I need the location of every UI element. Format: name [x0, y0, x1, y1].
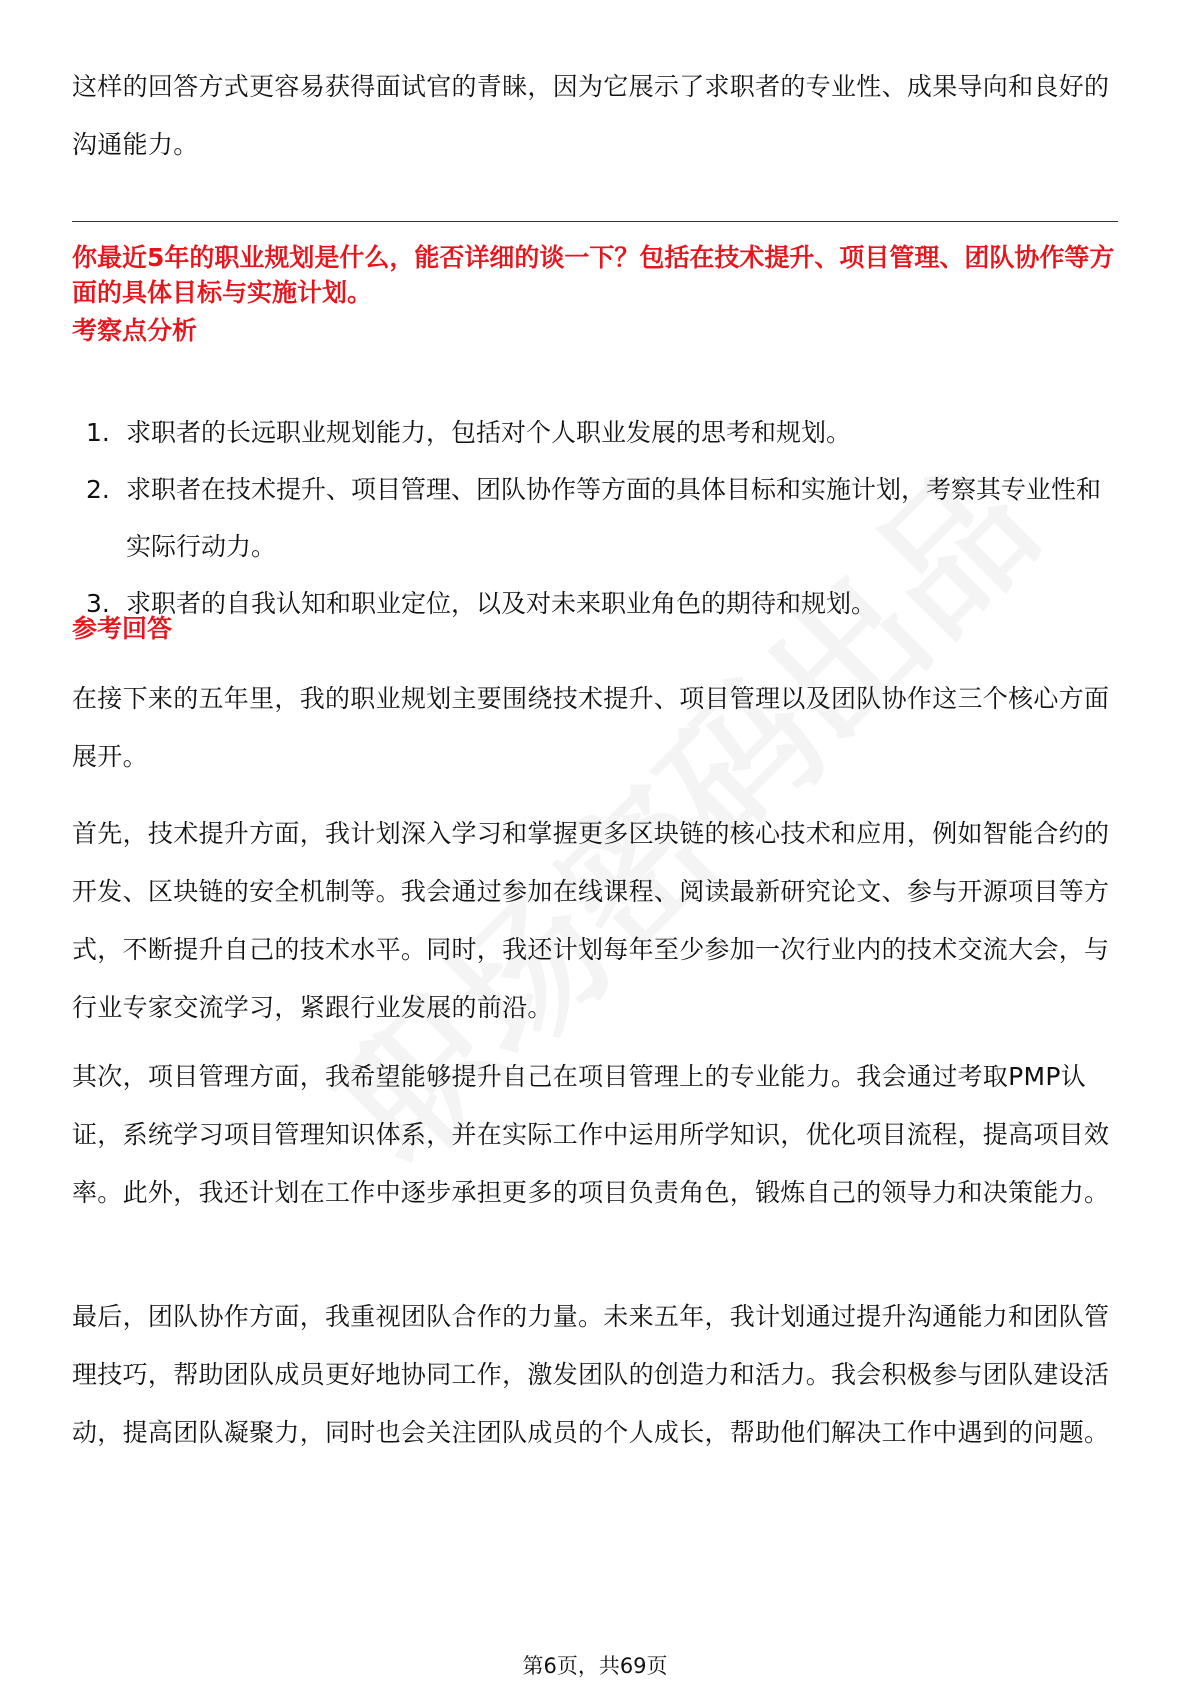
list-number: 2. [86, 475, 110, 504]
list-item-text: 求职者在技术提升、项目管理、团队协作等方面的具体目标和实施计划，考察其专业性和实际行动力。 [126, 475, 1102, 561]
question-title: 你最近5年的职业规划是什么，能否详细的谈一下？包括在技术提升、项目管理、团队协作等方面的具体目标与实施计划。 [72, 243, 1115, 307]
paragraph-text: 最后，团队协作方面，我重视团队合作的力量。未来五年，我计划通过提升沟通能力和团队管理技巧，帮助团队成员更好地协同工作，激发团队的创造力和活力。我会积极参与团队建设活动，提高团队凝聚力，同时也会关注团队成员的个人成长，帮助他们解决工作中遇到的问题。 [72, 1302, 1110, 1447]
list-item-text: 求职者的自我认知和职业定位，以及对未来职业角色的期待和规划。 [126, 589, 877, 618]
page-number: 第6页，共69页 [522, 1654, 668, 1678]
answer-paragraph-2 [72, 805, 1117, 1037]
answer-heading: 参考回答 [72, 614, 173, 643]
paragraph-text: 在接下来的五年里，我的职业规划主要围绕技术提升、项目管理以及团队协作这三个核心方面展开。 [72, 684, 1110, 771]
answer-paragraph-3 [72, 1048, 1117, 1222]
answer-paragraph-4 [72, 1288, 1117, 1462]
analysis-heading: 考察点分析 [72, 316, 198, 345]
answer-paragraph-1 [72, 670, 1117, 786]
list-item [72, 404, 1117, 461]
list-number: 3. [86, 589, 110, 618]
paragraph-text: 首先，技术提升方面，我计划深入学习和掌握更多区块链的核心技术和应用，例如智能合约的开发、区块链的安全机制等。我会通过参加在线课程、阅读最新研究论文、参与开源项目等方式，不断提升自己的技术水平。同时，我还计划每年至少参加一次行业内的技术交流大会，与行业专家交流学习，紧跟行业发展的前沿。 [72, 819, 1110, 1022]
list-item [72, 575, 1117, 632]
list-item [72, 461, 1117, 575]
paragraph-text: 其次，项目管理方面，我希望能够提升自己在项目管理上的专业能力。我会通过考取PMP认证，系统学习项目管理知识体系，并在实际工作中运用所学知识，优化项目流程，提高项目效率。此外，我还计划在工作中逐步承担更多的项目负责角色，锻炼自己的领导力和决策能力。 [72, 1062, 1110, 1207]
intro-paragraph: 这样的回答方式更容易获得面试官的青睐，因为它展示了求职者的专业性、成果导向和良好的沟通能力。 [72, 72, 1110, 159]
section-divider [72, 221, 1118, 222]
list-item-text: 求职者的长远职业规划能力，包括对个人职业发展的思考和规划。 [126, 418, 852, 447]
analysis-list [72, 404, 1117, 632]
list-number: 1. [86, 418, 110, 447]
intro-section [72, 58, 1117, 174]
